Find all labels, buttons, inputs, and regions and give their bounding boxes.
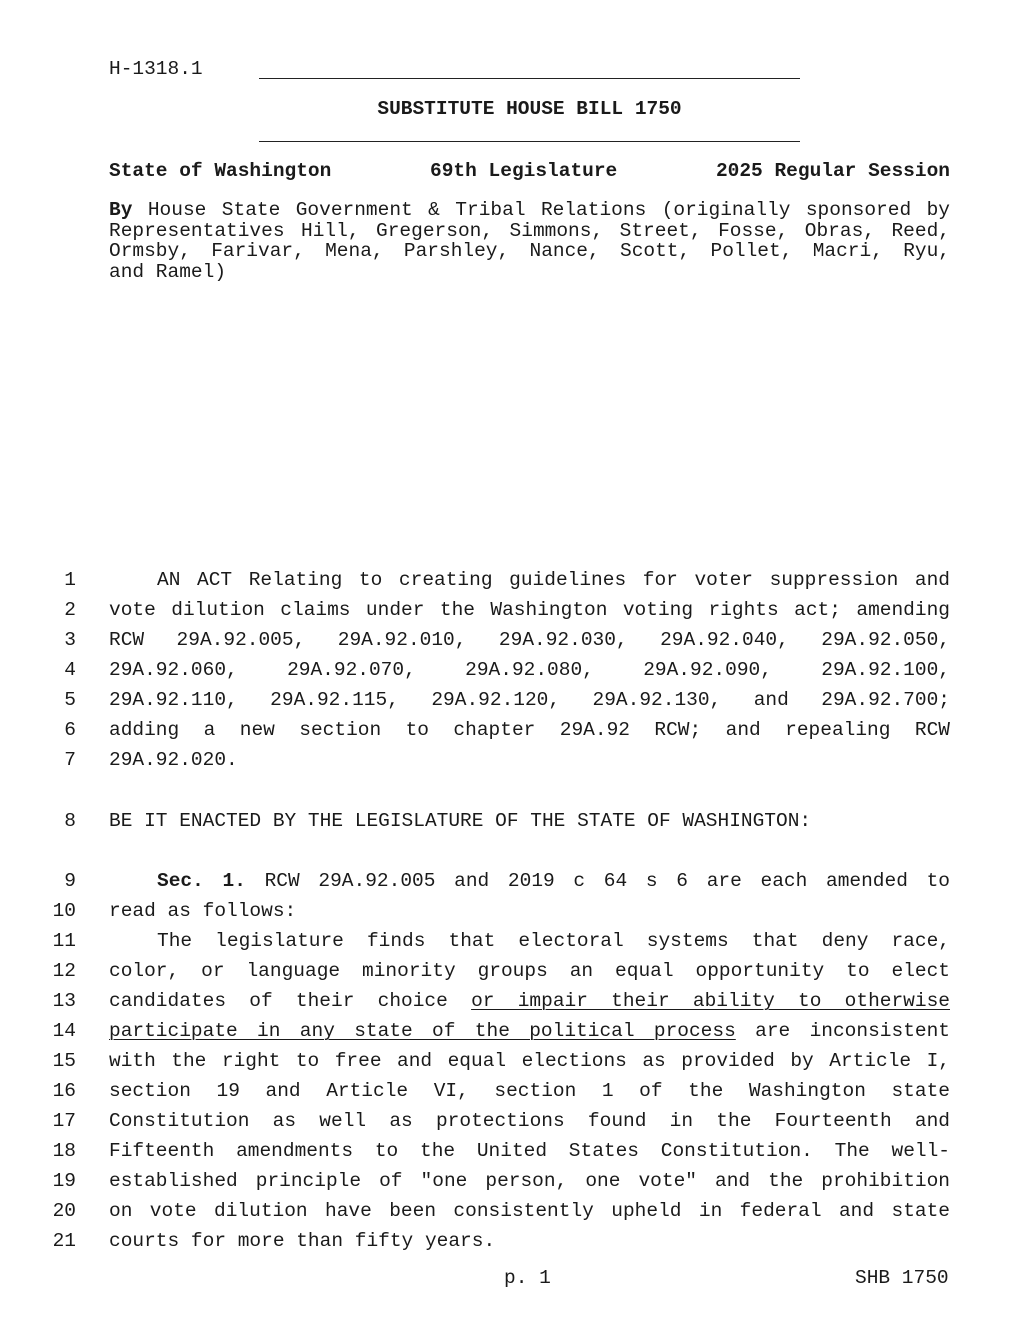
inserted-text: participate in any state of the political process <box>109 1020 736 1042</box>
text-line-1: AN ACT Relating to creating guidelines for voter suppression and <box>157 569 950 591</box>
enacting-clause: BE IT ENACTED BY THE LEGISLATURE OF THE STATE OF WASHINGTON: <box>109 810 812 832</box>
line-number: 20 <box>52 1200 76 1222</box>
text-line-20: on vote dilution have been consistently upheld in federal and state <box>109 1200 950 1222</box>
text-line-3: RCW 29A.92.005, 29A.92.010, 29A.92.030, 29A.92.040, 29A.92.050, <box>109 629 950 651</box>
text-line-14 <box>109 1019 950 1043</box>
text-line-17: Constitution as well as protections found in the Fourteenth and <box>109 1110 950 1132</box>
document-code: H-1318.1 <box>109 58 203 80</box>
line-number: 1 <box>64 569 76 591</box>
title-rule-bottom <box>259 141 800 142</box>
line-number: 11 <box>52 930 76 952</box>
sponsors-line-1 <box>109 200 950 221</box>
line-number: 4 <box>64 659 76 681</box>
text-line-19: established principle of "one person, one vote" and the prohibition <box>109 1170 950 1192</box>
text-line-11: The legislature finds that electoral systems that deny race, <box>157 930 950 952</box>
sponsors-line-2: Representatives Hill, Gregerson, Simmons, Street, Fosse, Obras, Reed, <box>109 219 950 242</box>
line-number: 12 <box>52 960 76 982</box>
line-number: 7 <box>64 749 76 771</box>
line-number: 15 <box>52 1050 76 1072</box>
text-line-15: with the right to free and equal elections as provided by Article I, <box>109 1050 950 1072</box>
text-line-4: 29A.92.060, 29A.92.070, 29A.92.080, 29A.92.090, 29A.92.100, <box>109 659 950 681</box>
line-number: 2 <box>64 599 76 621</box>
by-label: By <box>109 199 133 221</box>
sponsors-line-3: Ormsby, Farivar, Mena, Parshley, Nance, Scott, Pollet, Macri, Ryu, <box>109 240 950 262</box>
text-line-6: adding a new section to chapter 29A.92 RCW; and repealing RCW <box>109 719 950 741</box>
sponsors-block <box>109 200 950 282</box>
line-number: 6 <box>64 719 76 741</box>
title-rule-top <box>259 78 800 79</box>
sponsors-text-1: House State Government & Tribal Relations (originally sponsored by <box>147 199 951 221</box>
line-number: 5 <box>64 689 76 711</box>
line-number: 16 <box>52 1080 76 1102</box>
text-line-18: Fifteenth amendments to the United States Constitution. The well- <box>109 1140 950 1162</box>
line-number: 10 <box>52 900 76 922</box>
text-line-13 <box>109 989 950 1013</box>
text-line-7: 29A.92.020. <box>109 749 238 771</box>
text-line-9 <box>109 869 950 893</box>
text-line-16: section 19 and Article VI, section 1 of the Washington state <box>109 1080 950 1102</box>
bill-title: SUBSTITUTE HOUSE BILL 1750 <box>377 98 682 120</box>
line-number: 18 <box>52 1140 76 1162</box>
section-amend-text: RCW 29A.92.005 and 2019 c 64 s 6 are each amended to <box>264 870 951 892</box>
text-line-21: courts for more than fifty years. <box>109 1230 496 1252</box>
text-line-2: vote dilution claims under the Washington voting rights act; amending <box>109 599 950 621</box>
state-name: State of Washington <box>109 160 332 182</box>
legislature-number: 69th Legislature <box>430 160 618 182</box>
session-name: 2025 Regular Session <box>715 160 950 182</box>
text-line-5: 29A.92.110, 29A.92.115, 29A.92.120, 29A.92.130, and 29A.92.700; <box>109 689 950 711</box>
line-number: 9 <box>64 870 76 892</box>
line-number: 3 <box>64 629 76 651</box>
line-number: 8 <box>64 810 76 832</box>
sponsors-line-4: and Ramel) <box>109 260 227 283</box>
page-number: p. 1 <box>504 1267 551 1289</box>
session-info-row <box>109 159 950 183</box>
text-line-12: color, or language minority groups an equal opportunity to elect <box>109 960 950 982</box>
text-plain: are inconsistent <box>755 1020 950 1042</box>
section-label: Sec. 1. <box>157 870 246 892</box>
line-number: 17 <box>52 1110 76 1132</box>
text-line-10: read as follows: <box>109 900 297 922</box>
inserted-text: or impair their ability to otherwise <box>471 990 950 1012</box>
text-plain: candidates of their choice <box>109 990 448 1012</box>
line-number: 19 <box>52 1170 76 1192</box>
footer-bill-short: SHB 1750 <box>855 1267 949 1289</box>
line-number: 21 <box>52 1230 76 1252</box>
line-number: 13 <box>52 990 76 1012</box>
line-number: 14 <box>52 1020 76 1042</box>
